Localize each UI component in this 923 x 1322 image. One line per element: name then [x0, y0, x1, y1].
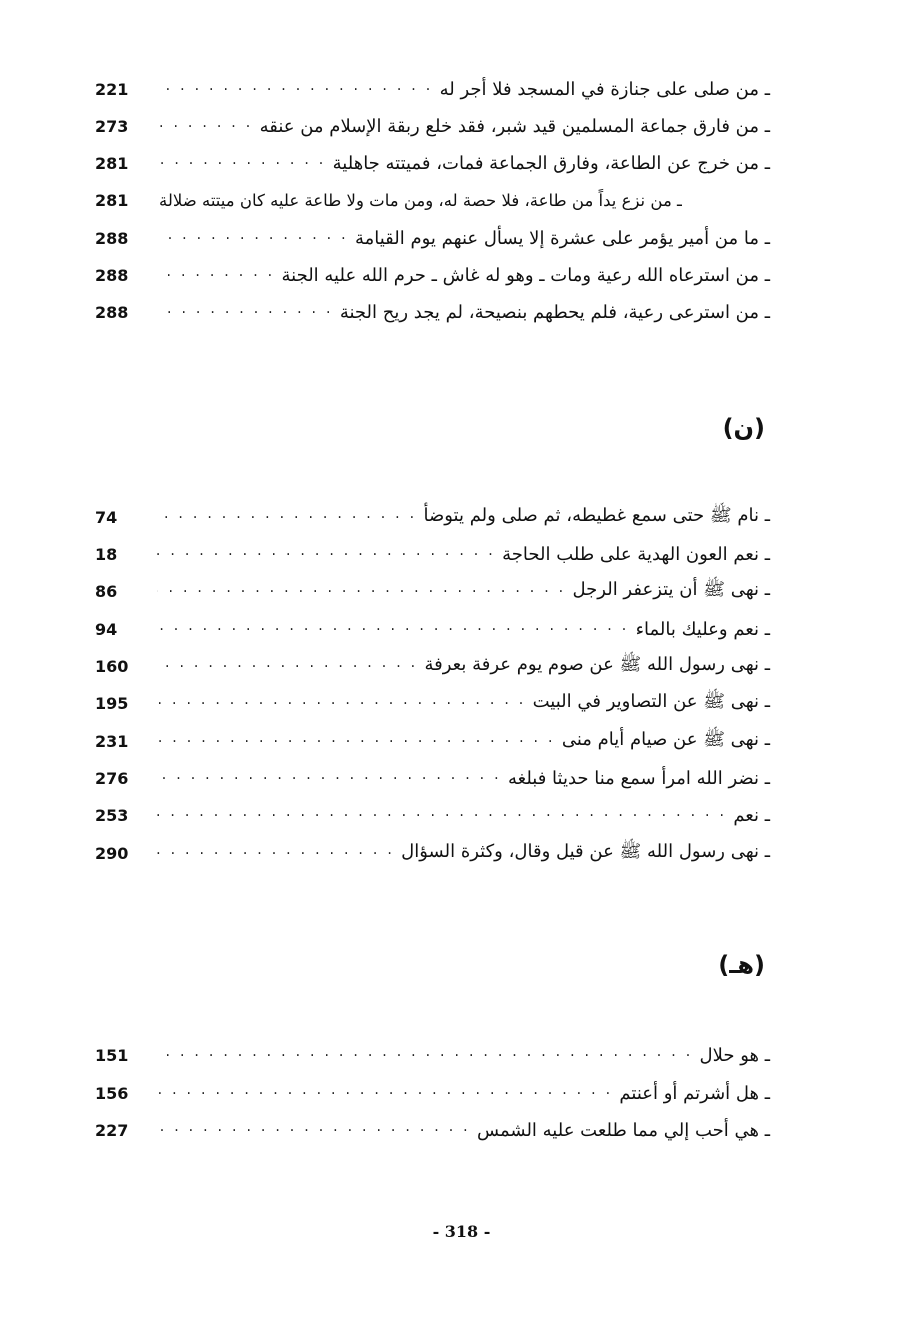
index-entry [95, 297, 770, 327]
entry-text: ـ نعم العون الهدية على طلب الحاجة [502, 543, 770, 565]
leader-dots [157, 651, 417, 681]
index-entry [95, 726, 770, 756]
entry-page-number: 94 [95, 619, 118, 639]
entry-page-number: 276 [95, 768, 129, 788]
index-entry [95, 223, 770, 253]
section-heading-haa: (هـ) [718, 951, 765, 979]
entry-page-number: 288 [95, 228, 129, 248]
entry-page-number: 160 [95, 656, 129, 676]
index-entry [95, 502, 770, 532]
index-entry [95, 576, 770, 606]
index-entry [95, 838, 770, 868]
entry-text: ـ نهى رسول الله ﷺ عن صوم يوم عرفة بعرفة [424, 654, 770, 675]
entry-text: ـ من فارق جماعة المسلمين قيد شبر، فقد خلع ربقة الإسلام من عنقه [259, 115, 770, 137]
leader-dots [157, 260, 274, 290]
index-entry [95, 1115, 770, 1145]
leader-dots [157, 74, 432, 104]
entry-text: ـ نهى رسول الله ﷺ عن قيل وقال، وكثرة السؤال [401, 841, 770, 862]
index-entry [95, 260, 770, 290]
entry-text: ـ هي أحب إلي مما طلعت عليه الشمس [477, 1119, 770, 1141]
entry-text: ـ نهى ﷺ أن يتزعفر الرجل [572, 579, 770, 600]
index-entry [95, 1078, 770, 1108]
index-entry [95, 74, 770, 104]
entry-text: ـ نهى ﷺ عن التصاوير في البيت [532, 691, 770, 712]
entry-page-number: 288 [95, 302, 129, 322]
entry-text: ـ نضر الله امرأ سمع منا حديثا فبلغه [507, 767, 770, 789]
leader-dots [157, 297, 332, 327]
entry-text: ـ من نزع يداً من طاعة، فلا حصة له، ومن مات ولا طاعة عليه كان ميتته ضلالة [159, 190, 682, 210]
leader-dots [157, 502, 415, 532]
entry-page-number: 151 [95, 1045, 129, 1065]
entry-page-number: 288 [95, 265, 129, 285]
entry-text: ـ من خرج عن الطاعة، وفارق الجماعة فمات، فميتته جاهلية [332, 152, 770, 174]
leader-dots [157, 838, 393, 868]
leader-dots [157, 539, 494, 569]
entry-text: ـ نعم وعليك بالماء [635, 618, 770, 640]
index-entry [95, 614, 770, 644]
index-entry [95, 185, 770, 215]
leader-dots [157, 576, 565, 606]
entry-page-number: 281 [95, 190, 129, 210]
entry-page-number: 86 [95, 581, 118, 601]
entry-page-number: 18 [95, 544, 118, 564]
entry-page-number: 273 [95, 116, 129, 136]
entry-page-number: 290 [95, 843, 129, 863]
entry-page-number: 231 [95, 731, 129, 751]
entry-page-number: 281 [95, 153, 129, 173]
index-entry [95, 688, 770, 718]
page-number: - 318 - [432, 1222, 491, 1241]
entry-text: ـ هو حلال [699, 1044, 770, 1066]
leader-dots [157, 614, 628, 644]
entry-text: ـ من استرعى رعية، فلم يحطهم بنصيحة، لم يجد ريح الجنة [339, 301, 770, 323]
leader-dots [157, 223, 347, 253]
leader-dots [157, 1115, 469, 1145]
entry-text: ـ نعم [733, 804, 770, 826]
section-heading-noon: (ن) [722, 414, 765, 442]
entry-page-number: 195 [95, 693, 129, 713]
leader-dots [157, 726, 554, 756]
index-entry [95, 800, 770, 830]
index-entry [95, 111, 770, 141]
leader-dots [157, 111, 252, 141]
entry-text: ـ من استرعاه الله رعية ومات ـ وهو له غاش ـ حرم الله عليه الجنة [281, 264, 770, 286]
entry-text: ـ من صلى على جنازة في المسجد فلا أجر له [439, 78, 770, 100]
entry-page-number: 74 [95, 507, 118, 527]
entry-page-number: 221 [95, 79, 129, 99]
entry-page-number: 156 [95, 1083, 129, 1103]
index-entry [95, 539, 770, 569]
leader-dots [157, 1078, 611, 1108]
leader-dots [157, 763, 500, 793]
entry-text: ـ نام ﷺ حتى سمع غطيطه، ثم صلى ولم يتوضأ [423, 505, 770, 526]
entry-text: ـ ما من أمير يؤمر على عشرة إلا يسأل عنهم يوم القيامة [354, 227, 770, 249]
leader-dots [157, 688, 525, 718]
index-entry [95, 148, 770, 178]
entry-page-number: 253 [95, 805, 129, 825]
entry-text: ـ هل أشرتم أو أعنتم [619, 1082, 770, 1104]
index-entry [95, 763, 770, 793]
entry-text: ـ نهى ﷺ عن صيام أيام منى [561, 729, 770, 750]
index-entry [95, 651, 770, 681]
leader-dots [157, 800, 725, 830]
entry-page-number: 227 [95, 1120, 129, 1140]
index-entry [95, 1040, 770, 1070]
leader-dots [157, 148, 325, 178]
leader-dots [157, 1040, 692, 1070]
